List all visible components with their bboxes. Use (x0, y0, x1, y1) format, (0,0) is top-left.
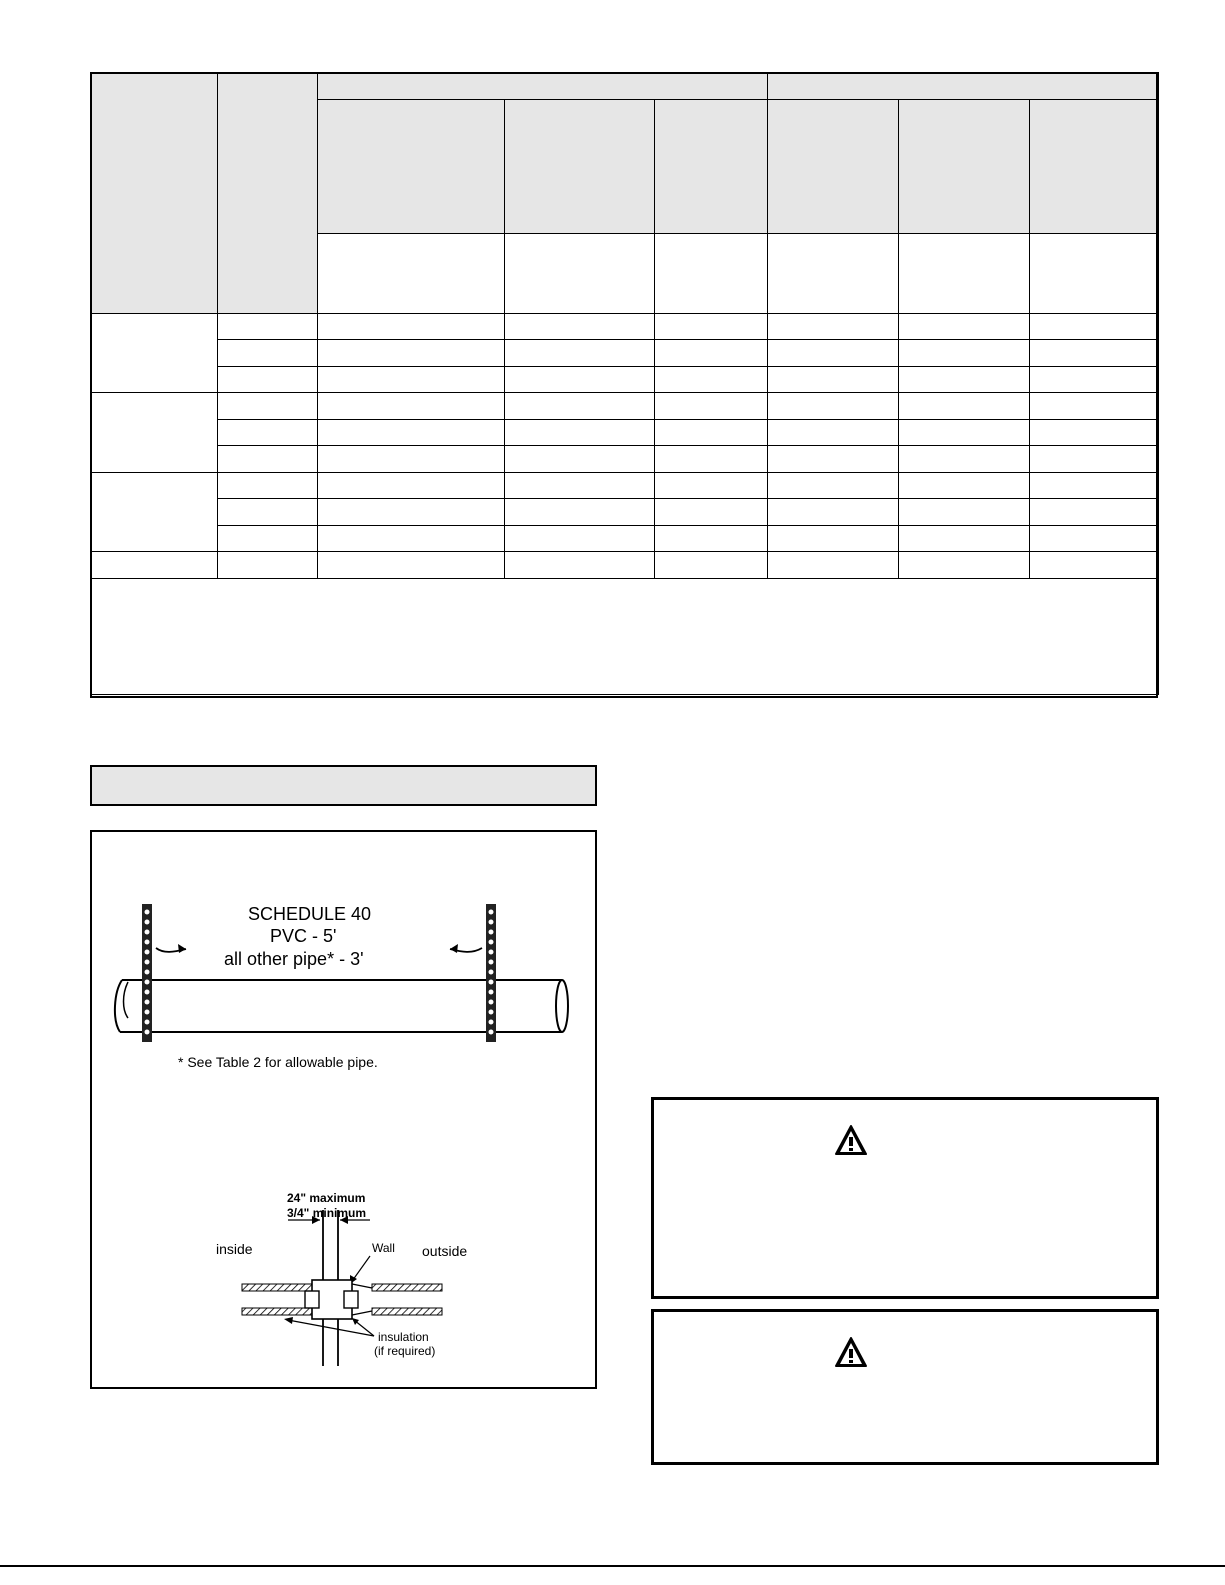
table-row (91, 367, 1159, 393)
figure-box (90, 830, 597, 1389)
table-row (91, 526, 1159, 552)
header-unit-cell (655, 234, 768, 314)
header-unit-cell (899, 234, 1030, 314)
table-row (91, 340, 1159, 367)
table-row (91, 393, 1159, 420)
header-group-cell (768, 73, 1159, 100)
label-if-required: (if required) (374, 1344, 436, 1358)
table-notes-row (91, 579, 1159, 695)
table-row (91, 473, 1159, 499)
right-pipe-strap (486, 904, 496, 1042)
header-cell (1030, 100, 1159, 234)
group-cell (91, 393, 218, 473)
table-row (91, 420, 1159, 446)
label-inside: inside (216, 1241, 253, 1257)
warning-box-2 (651, 1309, 1159, 1465)
spec-table (90, 72, 1159, 695)
table-row (91, 446, 1159, 473)
pipe-footnote: * See Table 2 for allowable pipe. (178, 1054, 378, 1070)
warning-box-1 (651, 1097, 1159, 1299)
dimension-maximum: 24" maximum (287, 1191, 366, 1205)
header-cell (318, 100, 505, 234)
group-cell (91, 473, 218, 552)
header-cell (218, 73, 318, 314)
header-unit-cell (1030, 234, 1159, 314)
arrow-left-icon (450, 944, 482, 953)
group-cell (91, 314, 218, 393)
header-unit-cell (318, 234, 505, 314)
label-wall: Wall (372, 1241, 395, 1255)
warning-triangle-icon (834, 1124, 868, 1156)
table-row (91, 499, 1159, 526)
page-bottom-rule (0, 1565, 1225, 1567)
label-insulation: insulation (378, 1330, 429, 1344)
table-notes (91, 579, 1159, 695)
header-cell (899, 100, 1030, 234)
header-cell (505, 100, 655, 234)
arrow-right-icon (156, 944, 186, 953)
header-unit-cell (768, 234, 899, 314)
header-cell (655, 100, 768, 234)
table-row (91, 314, 1159, 340)
header-group-cell (318, 73, 768, 100)
group-cell (91, 552, 218, 579)
header-unit-cell (505, 234, 655, 314)
label-outside: outside (422, 1243, 468, 1259)
table-header-row (91, 73, 1159, 100)
warning-triangle-icon (834, 1336, 868, 1368)
pipe-label-line3: all other pipe* - 3' (224, 949, 364, 969)
table-row (91, 552, 1159, 579)
header-cell (91, 73, 218, 314)
pipe-label-line1: SCHEDULE 40 (248, 904, 372, 924)
section-heading-bar (90, 765, 597, 806)
pipe-label-line2: PVC - 5' (270, 926, 337, 946)
left-pipe-strap (142, 904, 152, 1042)
dimension-minimum: 3/4" minimum (287, 1206, 367, 1220)
header-cell (768, 100, 899, 234)
